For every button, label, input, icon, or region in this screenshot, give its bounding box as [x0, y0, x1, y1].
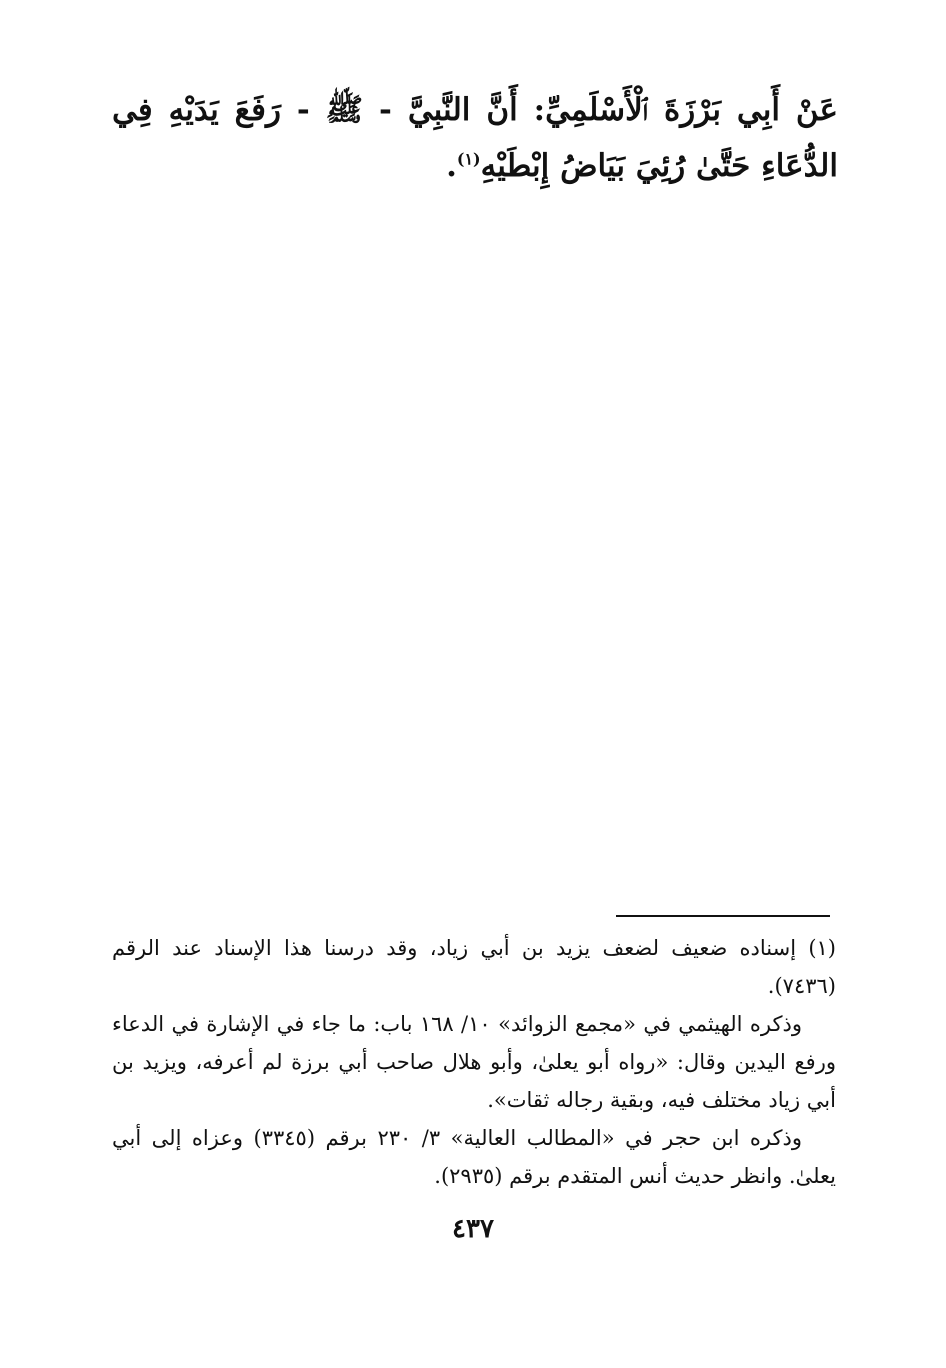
footnotes — [112, 929, 836, 1195]
footnote-reference: (١) — [456, 149, 481, 169]
hadith-paragraph — [112, 82, 838, 194]
footnote-separator — [616, 915, 830, 917]
hadith-body: عَنْ أَبِي بَرْزَةَ ٱلْأَسْلَمِيِّ: أَنَّ النَّبِيَّ - ﷺ - رَفَعَ يَدَيْهِ فِي الدُّعَاءِ حَتَّىٰ رُئِيَ بَيَاضُ إِبْطَيْهِ — [112, 92, 838, 184]
footnote-paragraph-1: (١) إسناده ضعيف لضعف يزيد بن أبي زياد، وقد درسنا هذا الإسناد عند الرقم (٧٤٣٦). — [112, 936, 836, 998]
footnote-paragraph-3: وذكره ابن حجر في «المطالب العالية» ٣/ ٢٣٠ برقم (٣٣٤٥) وعزاه إلى أبي يعلىٰ. وانظر حديث أنس المتقدم برقم (٢٩٣٥). — [112, 1126, 836, 1188]
hadith-end-punctuation: . — [446, 148, 457, 184]
footnote-paragraph-2: وذكره الهيثمي في «مجمع الزوائد» ١٠/ ١٦٨ باب: ما جاء في الإشارة في الدعاء ورفع اليدين وقال: «رواه أبو يعلىٰ، وأبو هلال صاحب أبي برزة لم أعرفه، ويزيد بن أبي زياد مختلف فيه، وبقية رجاله ثقات». — [112, 1012, 836, 1112]
hadith-text — [112, 82, 838, 194]
page-number: ٤٣٧ — [452, 1214, 494, 1244]
